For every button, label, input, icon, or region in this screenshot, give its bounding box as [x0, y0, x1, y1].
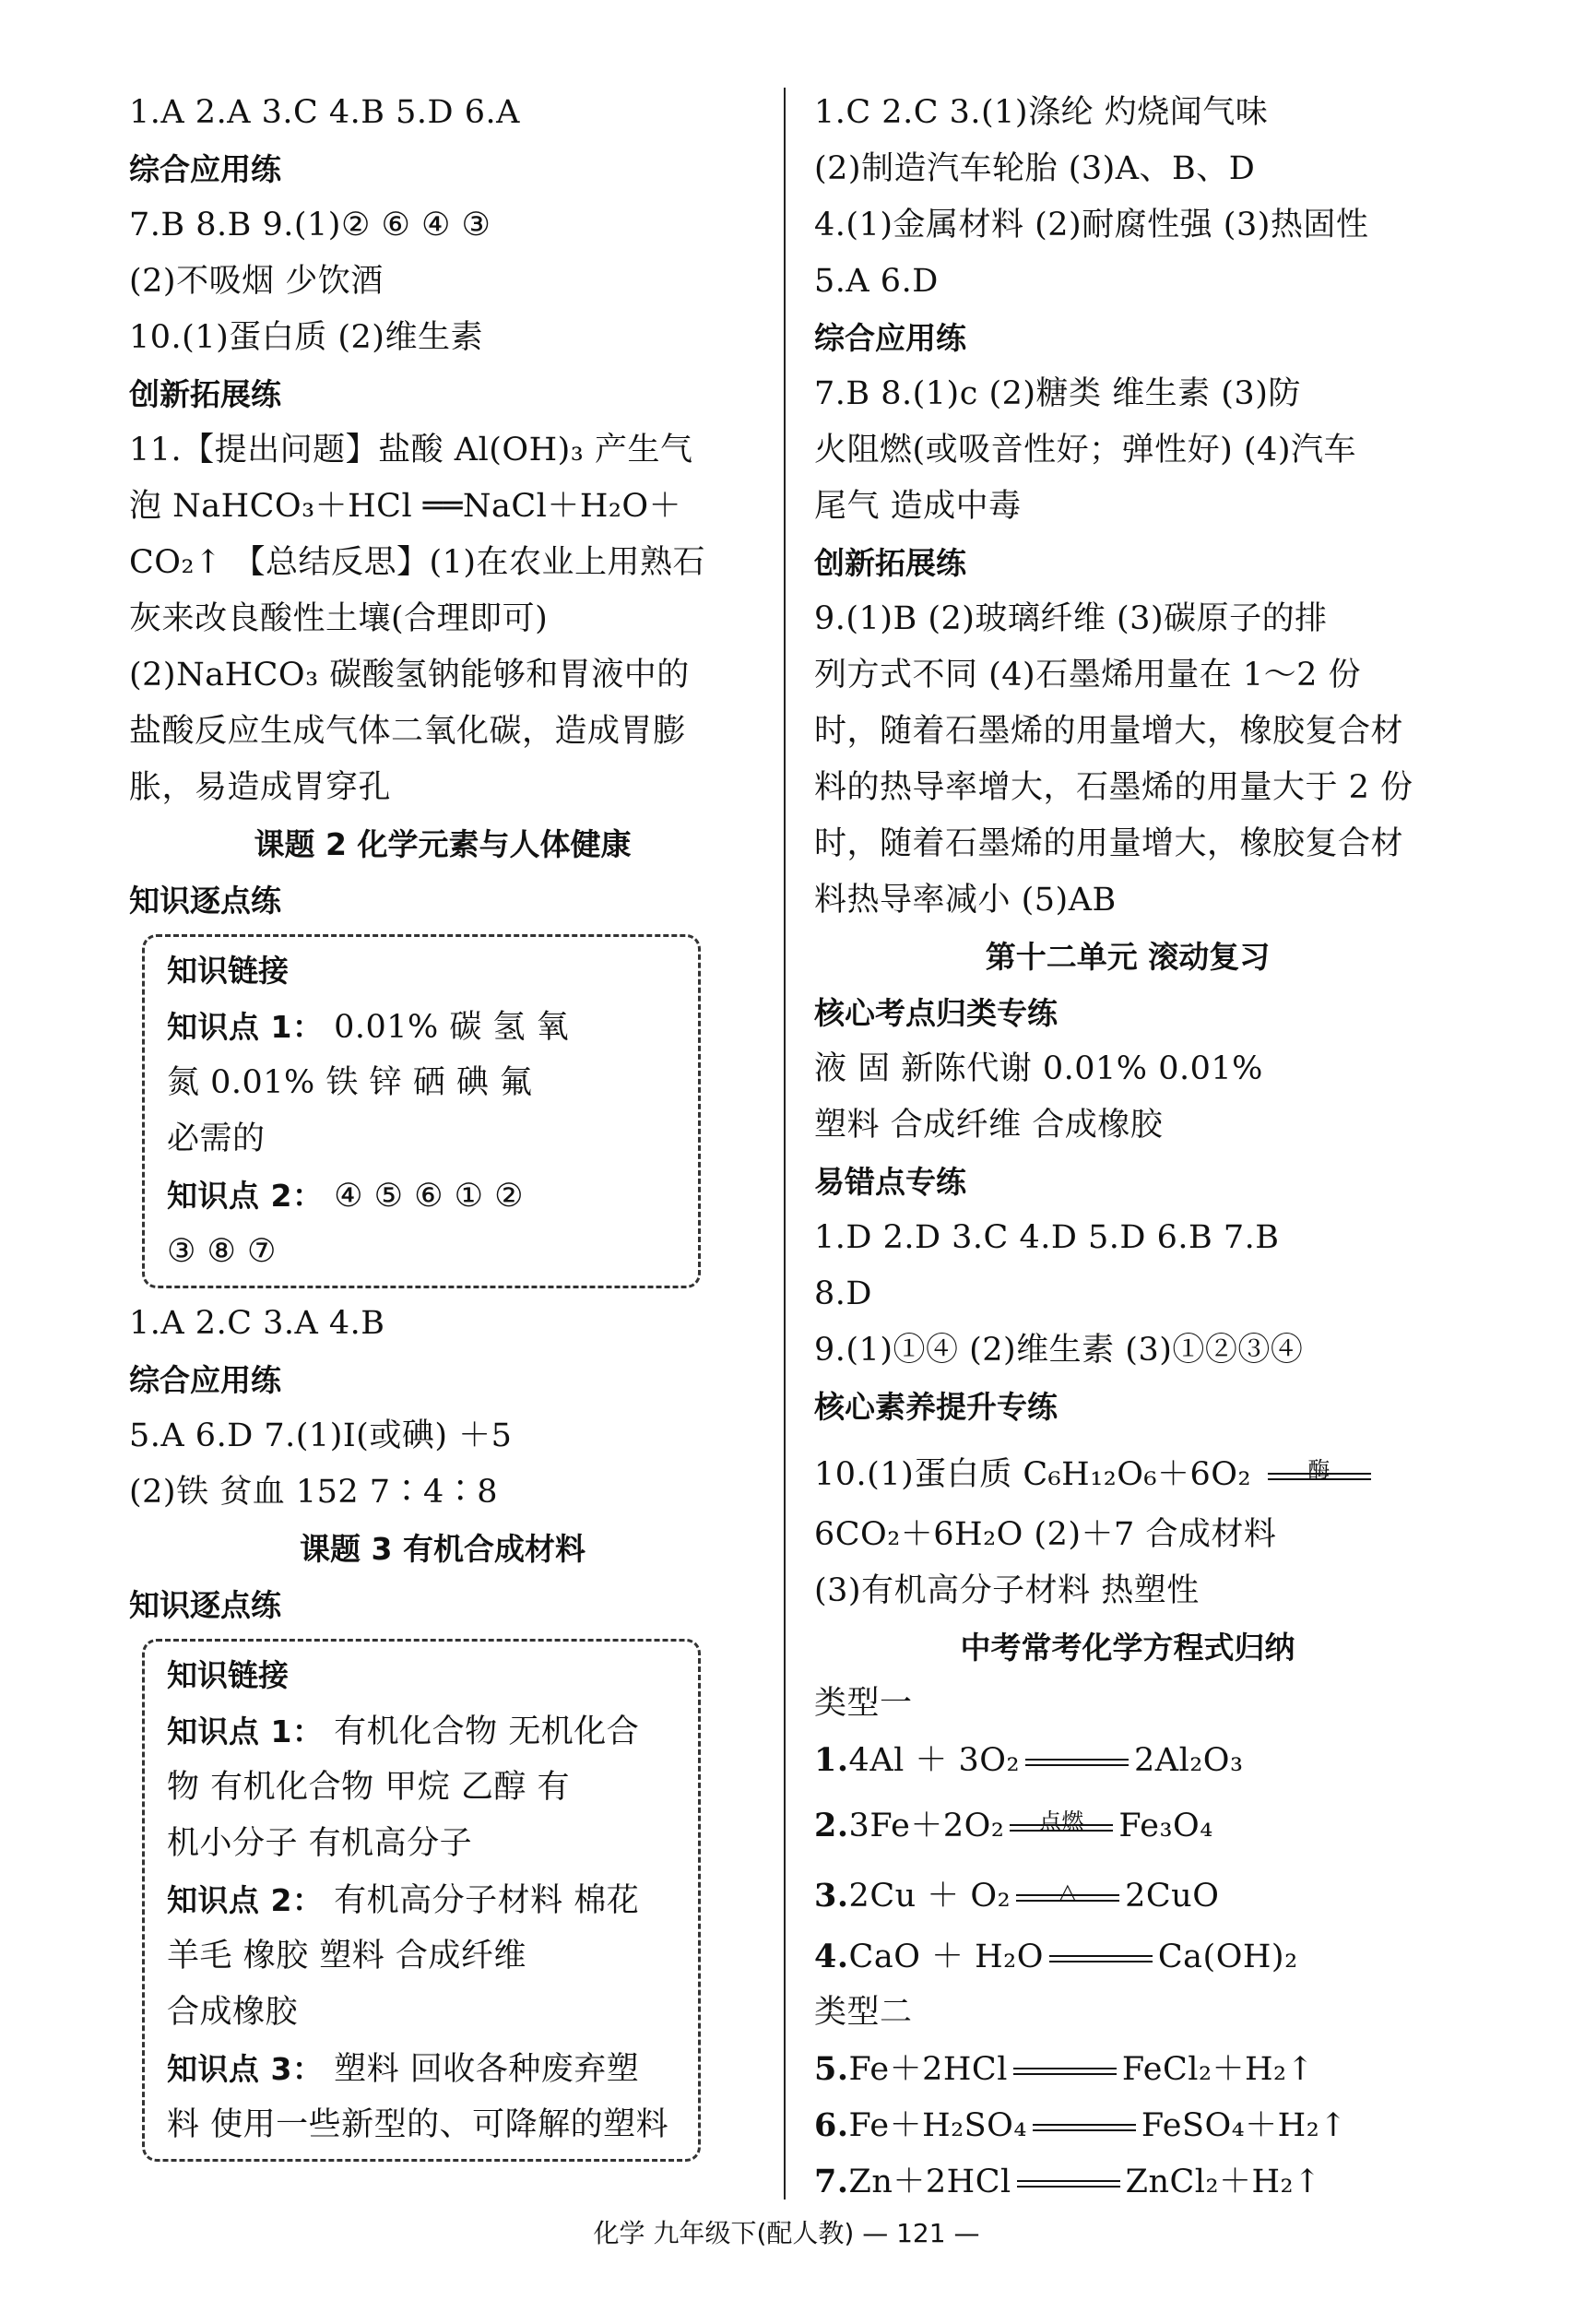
left2-heading: 综合应用练	[129, 1362, 281, 1398]
equation-products: FeCl₂＋H₂↑	[1121, 2051, 1315, 2088]
right-line: 列方式不同 (4)石墨烯用量在 1～2 份	[814, 657, 1361, 694]
right-line: 料热导率减小 (5)AB	[814, 882, 1117, 919]
left2-line: (2)铁 贫血 152 7∶4∶8	[129, 1474, 499, 1511]
equation-products: Fe₃O₄	[1118, 1808, 1213, 1844]
right-column	[814, 85, 1441, 2210]
knowledge-point-label: 知识点 2：	[167, 1882, 324, 1918]
left-line: 10.(1)蛋白质 (2)维生素	[129, 319, 483, 356]
right-line: 时，随着石墨烯的用量增大，橡胶复合材	[814, 825, 1404, 862]
right-line: 时，随着石墨烯的用量增大，橡胶复合材	[814, 713, 1404, 750]
equation-reactants: Fe＋H₂SO₄	[848, 2107, 1027, 2144]
equation-condition: △	[1059, 1878, 1077, 1904]
type-1-label: 类型一	[814, 1685, 913, 1722]
q10-line-3: (3)有机高分子材料 热塑性	[814, 1572, 1200, 1609]
knowledge-point-label: 知识点 1：	[167, 1009, 324, 1045]
equation-number: 3.	[814, 1877, 849, 1915]
left-column	[129, 85, 756, 2169]
equation-arrow	[1049, 1955, 1153, 1962]
left-title: 课题 2 化学元素与人体健康	[254, 826, 632, 862]
equation-reactants: 2Cu ＋ O₂	[848, 1878, 1011, 1915]
equation-arrow	[1033, 2124, 1136, 2131]
box1-line: ③ ⑧ ⑦	[167, 1233, 277, 1270]
right-line: 1.C 2.C 3.(1)涤纶 灼烧闻气味	[814, 94, 1269, 131]
equation-products: FeSO₄＋H₂↑	[1141, 2107, 1348, 2144]
equation-number: 6.	[814, 2106, 849, 2144]
box2-line: 羊毛 橡胶 塑料 合成纤维	[167, 1938, 526, 1974]
page-footer: 化学 九年级下(配人教) — 121 —	[593, 2218, 980, 2248]
box2-line: 物 有机化合物 甲烷 乙醇 有	[167, 1769, 571, 1806]
box2-line	[167, 1703, 676, 1760]
left-heading: 综合应用练	[129, 151, 281, 187]
right-heading: 创新拓展练	[814, 545, 966, 581]
knowledge-point-text: ④ ⑤ ⑥ ① ②	[323, 1178, 524, 1215]
q10-cond: 酶	[1307, 1456, 1331, 1483]
equation-reactants: 3Fe＋2O₂	[848, 1808, 1005, 1844]
left-line: 7.B 8.B 9.(1)② ⑥ ④ ③	[129, 207, 491, 243]
left-line: CO₂↑ 【总结反思】(1)在农业上用熟石	[129, 544, 706, 581]
equation-line	[814, 1732, 1441, 1788]
box1-line	[167, 1168, 676, 1224]
box2-line	[167, 2041, 676, 2097]
knowledge-point-text: 塑料 回收各种废弃塑	[323, 2051, 640, 2088]
left2-heading: 知识逐点练	[129, 1587, 281, 1623]
knowledge-point-text: 有机化合物 无机化合	[323, 1713, 640, 1750]
equation-arrow	[1010, 1808, 1113, 1834]
right-line: 4.(1)金属材料 (2)耐腐性强 (3)热固性	[814, 207, 1369, 243]
right-line: 塑料 合成纤维 合成橡胶	[814, 1107, 1164, 1144]
left2-line: 1.A 2.C 3.A 4.B	[129, 1305, 385, 1342]
knowledge-point-label: 知识点 1：	[167, 1713, 324, 1749]
summary-title: 中考常考化学方程式归纳	[960, 1630, 1295, 1666]
box1-line: 氮 0.01% 铁 锌 硒 碘 氟	[167, 1064, 533, 1101]
equation-number: 7.	[814, 2163, 849, 2200]
equations-type-1	[814, 1732, 1441, 1985]
box1-line: 必需的	[167, 1120, 266, 1157]
right-line: 液 固 新陈代谢 0.01% 0.01%	[814, 1050, 1263, 1087]
equation-line	[814, 2153, 1441, 2210]
left-line: (2)不吸烟 少饮酒	[129, 263, 384, 300]
right-line: (2)制造汽车轮胎 (3)A、B、D	[814, 150, 1256, 187]
box2-line: 合成橡胶	[167, 1994, 299, 2031]
left-heading: 创新拓展练	[129, 376, 281, 412]
equation-line	[814, 1788, 1441, 1858]
left-line: 11.【提出问题】盐酸 Al(OH)₃ 产生气	[129, 432, 693, 468]
question-10	[814, 1435, 1441, 1619]
left-line: 盐酸反应生成气体二氧化碳，造成胃膨	[129, 713, 686, 750]
equations-type-2	[814, 2041, 1441, 2210]
left2-line: 5.A 6.D 7.(1)I(或碘) ＋5	[129, 1417, 513, 1454]
right-heading: 核心素养提升专练	[814, 1389, 1058, 1425]
box2-line: 料 使用一些新型的、可降解的塑料	[167, 2106, 669, 2143]
knowledge-box-2	[142, 1639, 701, 2162]
box2-line: 机小分子 有机高分子	[167, 1825, 473, 1862]
type-2-label: 类型二	[814, 1994, 913, 2031]
equation-arrow	[1016, 1878, 1119, 1904]
knowledge-point-label: 知识点 3：	[167, 2051, 324, 2087]
knowledge-point-label: 知识点 2：	[167, 1178, 324, 1214]
box2-line	[167, 1872, 676, 1928]
equation-products: Ca(OH)₂	[1157, 1939, 1298, 1975]
equation-number: 5.	[814, 2050, 849, 2088]
left-line: 灰来改良酸性土壤(合理即可)	[129, 600, 549, 637]
left-line: 1.A 2.A 3.C 4.B 5.D 6.A	[129, 94, 520, 131]
equation-number: 1.	[814, 1741, 849, 1779]
box1-heading: 知识链接	[167, 953, 289, 989]
right-heading: 综合应用练	[814, 320, 966, 356]
left2-title: 课题 3 有机合成材料	[300, 1531, 585, 1567]
right-line: 8.D	[814, 1275, 872, 1312]
column-divider	[784, 88, 786, 2200]
right-section-1	[814, 85, 1441, 1435]
equation-arrow	[1025, 1759, 1129, 1766]
equation-line	[814, 1858, 1441, 1928]
box1-line	[167, 999, 676, 1055]
right-line: 料的热导率增大，石墨烯的用量大于 2 份	[814, 769, 1413, 806]
knowledge-point-text: 0.01% 碳 氢 氧	[323, 1009, 570, 1046]
q10-arrow	[1268, 1456, 1371, 1483]
q10-line-2: 6CO₂＋6H₂O (2)＋7 合成材料	[814, 1516, 1277, 1553]
knowledge-point-text: 有机高分子材料 棉花	[323, 1882, 640, 1919]
right-heading: 易错点专练	[814, 1164, 966, 1200]
left-line: (2)NaHCO₃ 碳酸氢钠能够和胃液中的	[129, 657, 690, 694]
equation-reactants: 4Al ＋ 3O₂	[848, 1742, 1021, 1779]
equation-reactants: Fe＋2HCl	[848, 2051, 1008, 2088]
right-line: 9.(1)①④ (2)维生素 (3)①②③④	[814, 1332, 1304, 1369]
right-heading: 核心考点归类专练	[814, 995, 1058, 1031]
knowledge-box-1	[142, 934, 701, 1288]
equation-products: 2Al₂O₃	[1134, 1742, 1244, 1779]
equation-line	[814, 2097, 1441, 2153]
equation-arrow	[1017, 2180, 1120, 2188]
box2-heading: 知识链接	[167, 1657, 289, 1693]
q10-prefix: 10.(1)蛋白质 C₆H₁₂O₆＋6O₂	[814, 1456, 1251, 1493]
left-line: 胀，易造成胃穿孔	[129, 769, 392, 806]
right-line: 尾气 造成中毒	[814, 488, 1022, 525]
left-heading: 知识逐点练	[129, 883, 281, 919]
equation-products: ZnCl₂＋H₂↑	[1125, 2164, 1321, 2200]
equation-condition: 点燃	[1038, 1808, 1084, 1834]
right-line: 7.B 8.(1)c (2)糖类 维生素 (3)防	[814, 375, 1301, 412]
equation-number: 2.	[814, 1807, 849, 1844]
q10-line-1	[814, 1435, 1441, 1507]
right-line: 9.(1)B (2)玻璃纤维 (3)碳原子的排	[814, 600, 1328, 637]
right-line: 1.D 2.D 3.C 4.D 5.D 6.B 7.B	[814, 1219, 1280, 1256]
equation-reactants: CaO ＋ H₂O	[848, 1939, 1044, 1975]
equation-products: 2CuO	[1125, 1878, 1220, 1915]
left-section-2	[129, 1296, 756, 1633]
equation-reactants: Zn＋2HCl	[848, 2164, 1011, 2200]
equation-number: 4.	[814, 1938, 849, 1975]
equation-line	[814, 1928, 1441, 1985]
equation-line	[814, 2041, 1441, 2097]
left-line: 泡 NaHCO₃＋HCl ══NaCl＋H₂O＋	[129, 488, 682, 525]
left-section-1	[129, 85, 756, 929]
equation-arrow	[1013, 2068, 1117, 2075]
right-title: 第十二单元 滚动复习	[985, 939, 1271, 975]
right-line: 火阻燃(或吸音性好；弹性好) (4)汽车	[814, 432, 1357, 468]
right-line: 5.A 6.D	[814, 263, 939, 300]
